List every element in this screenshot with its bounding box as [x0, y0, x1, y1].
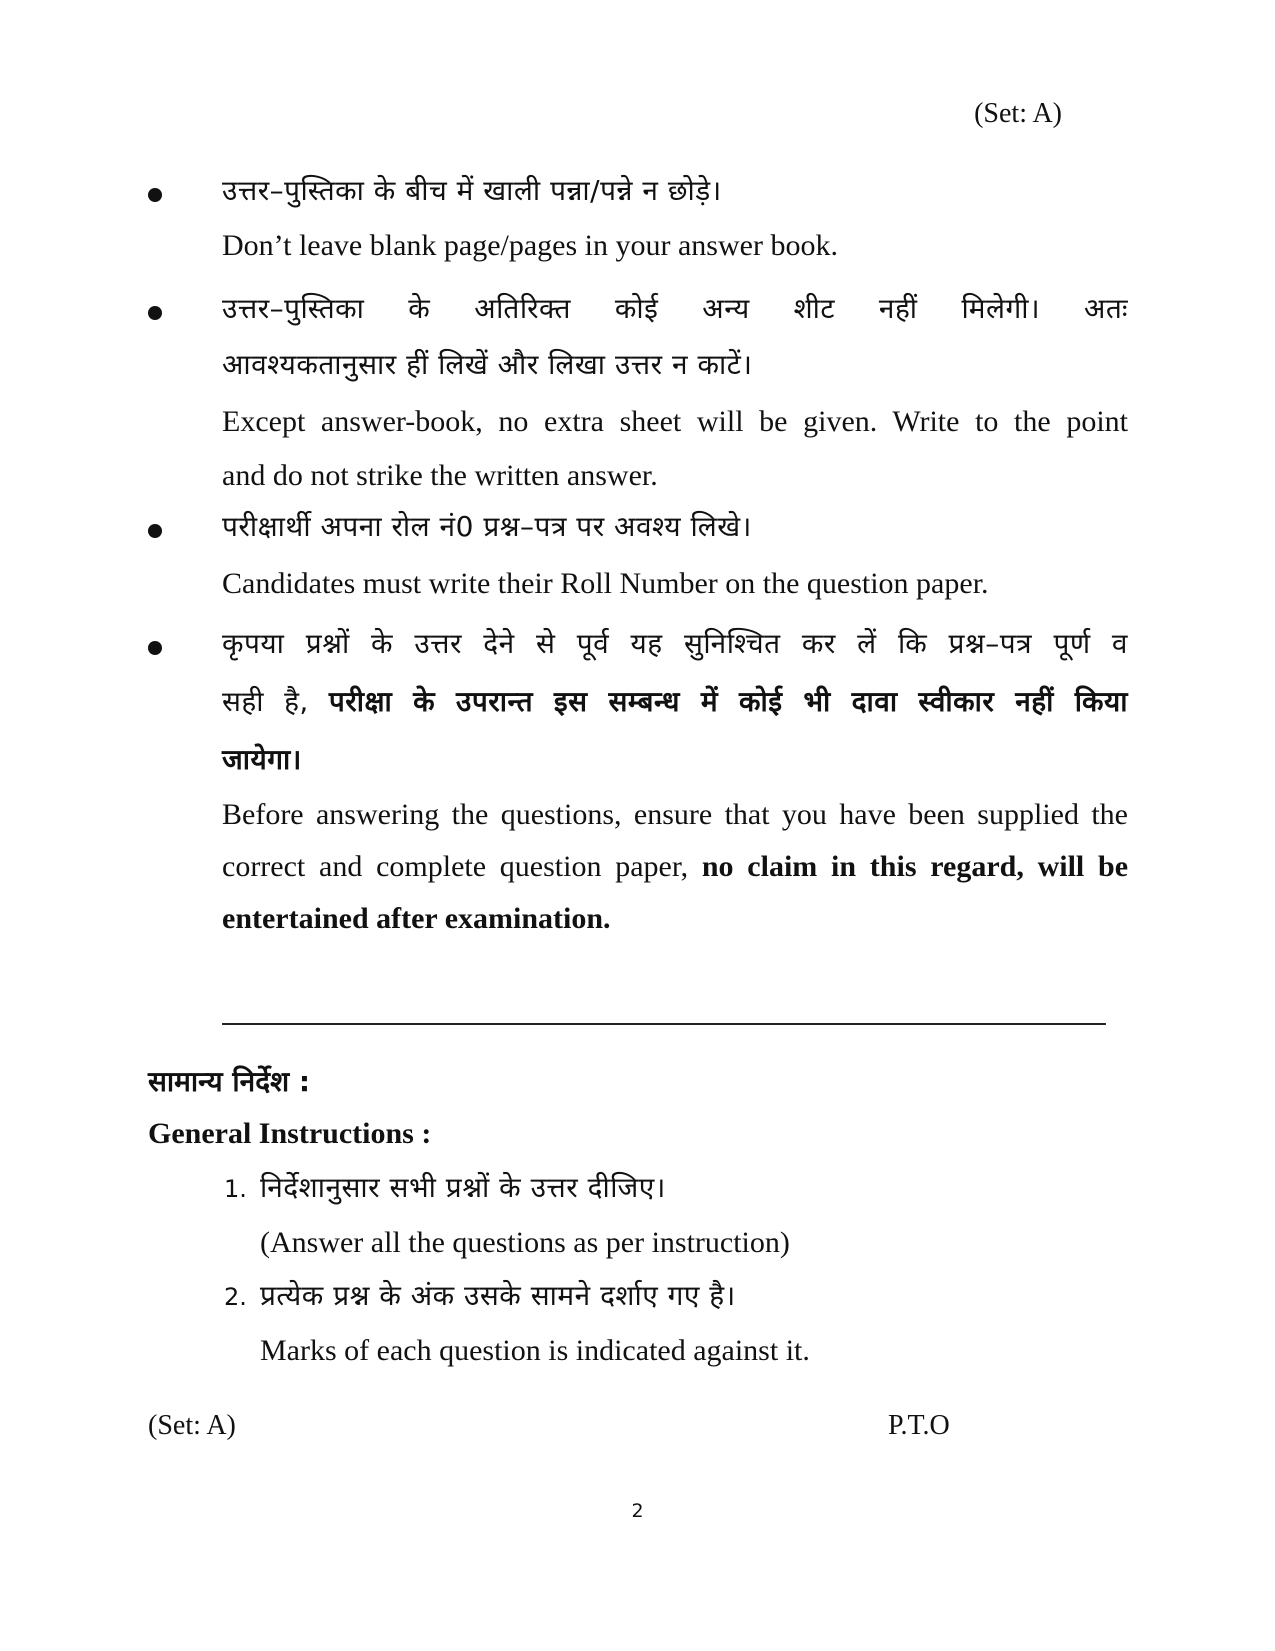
hindi-text: उत्तर–पुस्तिका के बीच में खाली पन्ना/पन्ने न छोड़े।: [222, 174, 722, 207]
english-text: and do not strike the written answer.: [222, 459, 658, 492]
hindi-bold-part: परीक्षा के उपरान्त इस सम्बन्ध में कोई भी दावा स्वीकार नहीं किया: [328, 685, 1128, 718]
hindi-text-mixed: [222, 681, 1128, 739]
english-text: Except answer-book, no extra sheet will be given. Write to the point: [222, 405, 1128, 438]
hindi-text: परीक्षार्थी अपना रोल नं0 प्रश्न–पत्र पर अवश्य लिखे।: [222, 510, 752, 543]
bullet-dot: [148, 188, 162, 202]
instruction-hindi: प्रत्येक प्रश्न के अंक उसके सामने दर्शाए गए है।: [260, 1279, 736, 1312]
general-heading-english: General Instructions :: [148, 1117, 432, 1150]
english-text: Don’t leave blank page/pages in your answer book.: [222, 229, 838, 262]
instruction-number: 1.: [224, 1175, 247, 1203]
instruction-bullet-3: [222, 506, 1128, 614]
section-divider: [222, 1023, 1106, 1025]
general-heading-hindi: सामान्य निर्देश :: [148, 1065, 311, 1098]
english-normal-part: correct and complete question paper,: [222, 850, 702, 883]
english-text: Before answering the questions, ensure that you have been supplied the: [222, 798, 1128, 831]
instruction-english: (Answer all the questions as per instruction): [260, 1226, 790, 1259]
set-label-bottom: (Set: A): [148, 1410, 236, 1441]
instruction-number: 2.: [224, 1283, 247, 1311]
set-label-top: (Set: A): [974, 98, 1062, 129]
english-bold-part: entertained after examination.: [222, 902, 611, 935]
instruction-bullet-1: [222, 170, 1128, 276]
hindi-text: आवश्यकतानुसार हीं लिखें और लिखा उत्तर न काटें।: [222, 348, 753, 381]
hindi-normal-part: सही है,: [222, 685, 329, 718]
instruction-bullet-2: [222, 288, 1128, 506]
page-number: 2: [631, 1500, 644, 1522]
instruction-bullet-4: [222, 623, 1128, 949]
english-text-mixed: [222, 847, 1128, 899]
pto-label: P.T.O: [888, 1410, 950, 1441]
bullet-dot: [148, 641, 162, 655]
bullet-dot: [148, 306, 162, 320]
instruction-hindi: निर्देशानुसार सभी प्रश्नों के उत्तर दीजिए।: [260, 1171, 666, 1204]
english-text: Candidates must write their Roll Number on the question paper.: [222, 567, 989, 600]
instruction-english: Marks of each question is indicated against it.: [260, 1334, 810, 1367]
hindi-text: उत्तर–पुस्तिका के अतिरिक्त कोई अन्य शीट नहीं मिलेगी। अतः: [222, 292, 1128, 325]
hindi-text: कृपया प्रश्नों के उत्तर देने से पूर्व यह सुनिश्चित कर लें कि प्रश्न–पत्र पूर्ण व: [222, 627, 1128, 660]
bullet-dot: [148, 524, 162, 538]
english-bold-part: no claim in this regard, will be: [701, 850, 1129, 883]
hindi-bold-part: जायेगा।: [222, 743, 302, 776]
